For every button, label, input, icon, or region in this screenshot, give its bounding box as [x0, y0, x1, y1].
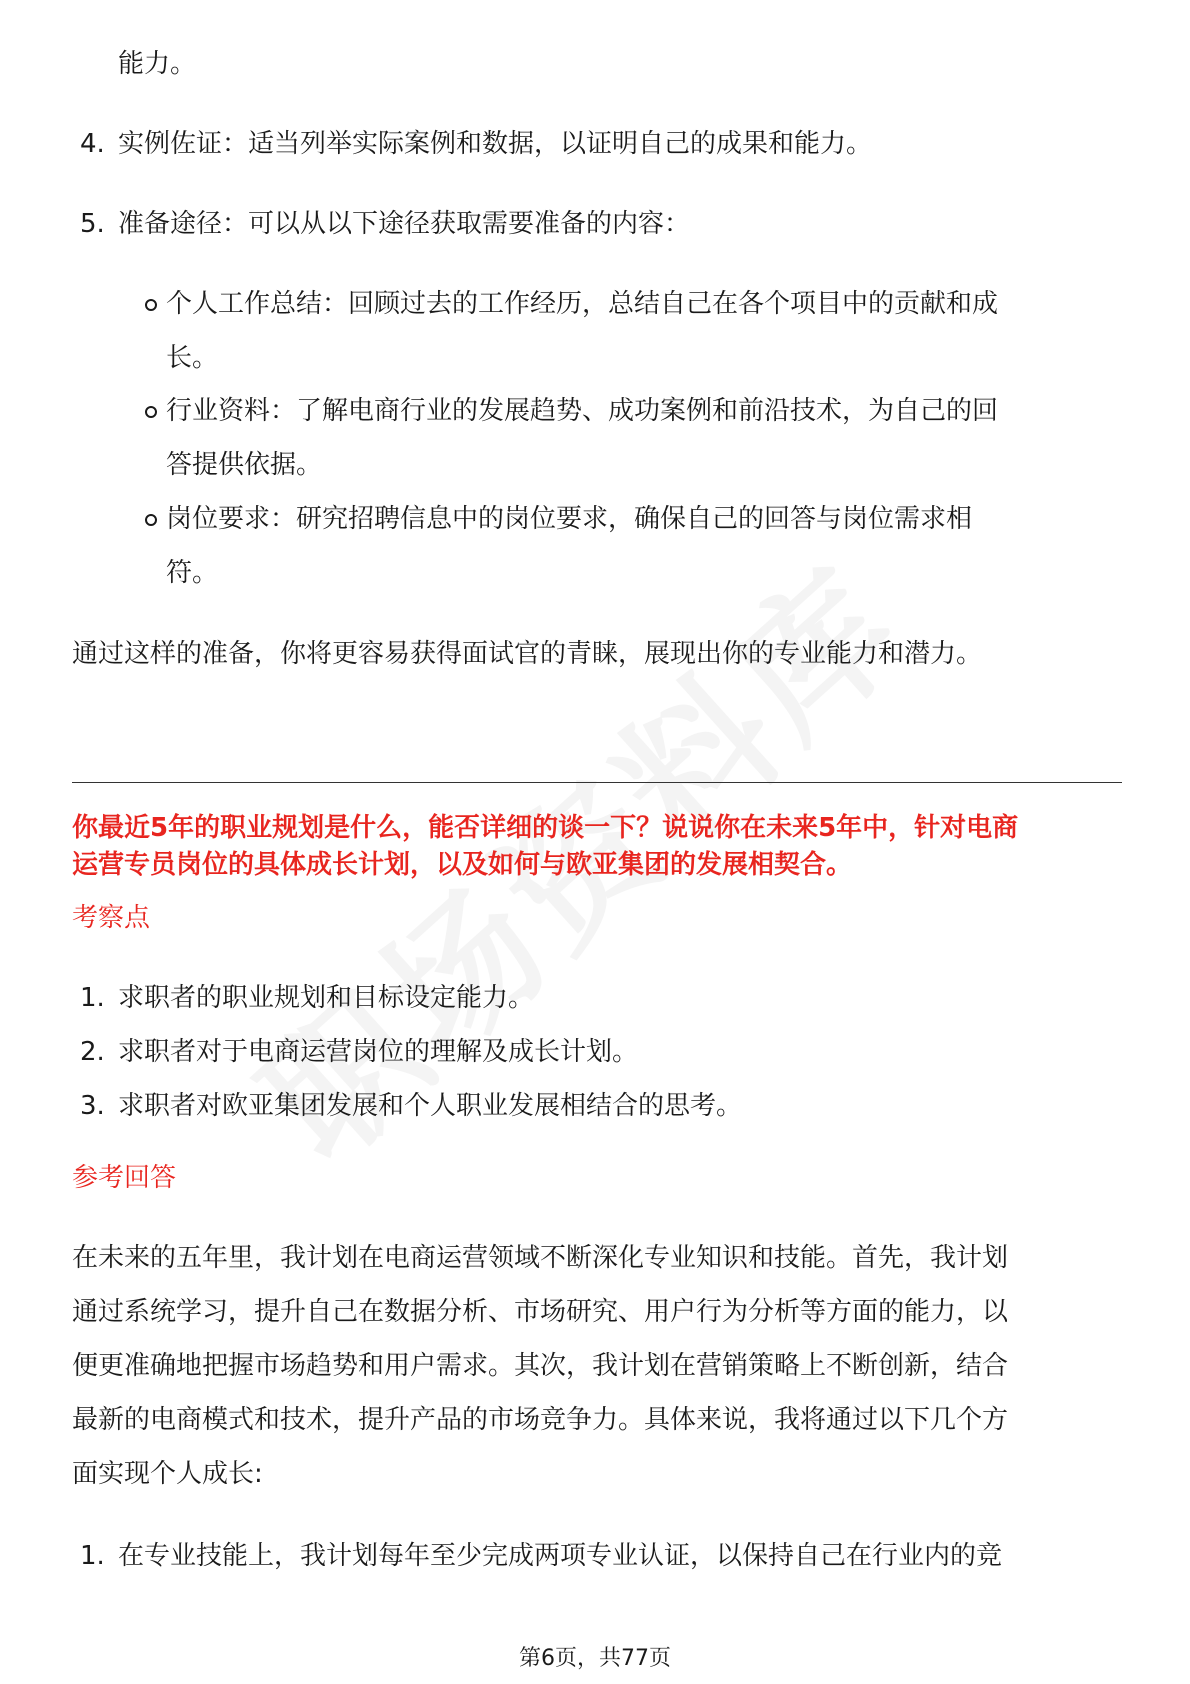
bullet-icon	[145, 299, 157, 311]
divider	[72, 782, 1122, 783]
question-title: 你最近5年的职业规划是什么，能否详细的谈一下？说说你在未来5年中，针对电商	[72, 813, 1019, 843]
question-title-cont: 运营专员岗位的具体成长计划，以及如何与欧亚集团的发展相契合。	[72, 850, 853, 880]
list-number: 2.	[80, 1037, 105, 1067]
sub-list-item: 行业资料：了解电商行业的发展趋势、成功案例和前沿技术，为自己的回	[166, 396, 999, 426]
paragraph-line: 最新的电商模式和技术，提升产品的市场竞争力。具体来说，我将通过以下几个方	[72, 1405, 1009, 1435]
list-number: 5.	[80, 209, 105, 239]
paragraph-line: 便更准确地把握市场趋势和用户需求。其次，我计划在营销策略上不断创新，结合	[72, 1351, 1009, 1381]
list-item: 求职者的职业规划和目标设定能力。	[118, 983, 535, 1013]
bullet-icon	[145, 514, 157, 526]
section-heading: 考察点	[72, 903, 151, 933]
sub-list-item: 个人工作总结：回顾过去的工作经历，总结自己在各个项目中的贡献和成	[166, 289, 999, 319]
list-number: 1.	[80, 983, 105, 1013]
bullet-icon	[145, 406, 157, 418]
sub-list-item-cont: 答提供依据。	[166, 450, 323, 480]
sub-list-item: 岗位要求：研究招聘信息中的岗位要求，确保自己的回答与岗位需求相	[166, 504, 973, 534]
closing-paragraph: 通过这样的准备，你将更容易获得面试官的青睐，展现出你的专业能力和潜力。	[72, 639, 983, 669]
paragraph-line: 面实现个人成长:	[72, 1459, 263, 1489]
sub-list-item-cont: 符。	[166, 558, 219, 588]
list-number: 3.	[80, 1091, 105, 1121]
list-item: 实例佐证：适当列举实际案例和数据，以证明自己的成果和能力。	[118, 129, 873, 159]
section-heading: 参考回答	[72, 1163, 177, 1193]
list-item: 求职者对于电商运营岗位的理解及成长计划。	[118, 1037, 639, 1067]
list-number: 4.	[80, 129, 105, 159]
sub-list-item-cont: 长。	[166, 343, 219, 373]
list-item: 准备途径：可以从以下途径获取需要准备的内容：	[118, 209, 691, 239]
list-item: 在专业技能上，我计划每年至少完成两项专业认证，以保持自己在行业内的竞	[118, 1541, 1003, 1571]
page-footer: 第6页，共77页	[519, 1646, 671, 1671]
list-item: 求职者对欧亚集团发展和个人职业发展相结合的思考。	[118, 1091, 743, 1121]
continued-text: 能力。	[118, 49, 197, 79]
paragraph-line: 通过系统学习，提升自己在数据分析、市场研究、用户行为分析等方面的能力，以	[72, 1297, 1009, 1327]
paragraph-line: 在未来的五年里，我计划在电商运营领域不断深化专业知识和技能。首先，我计划	[72, 1243, 1009, 1273]
list-number: 1.	[80, 1541, 105, 1571]
